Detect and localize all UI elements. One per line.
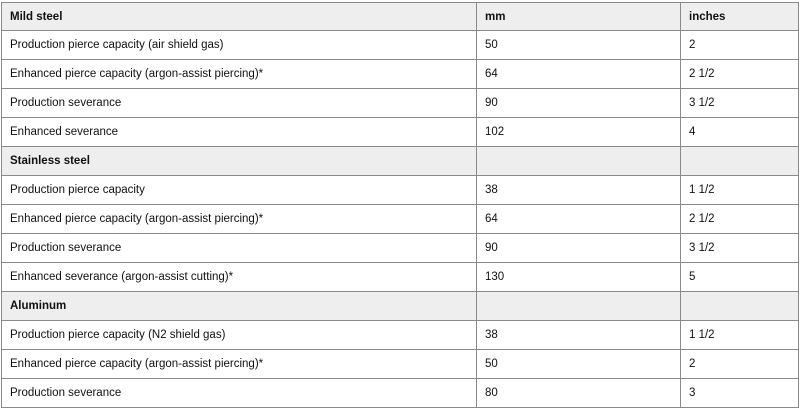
table-row — [2, 89, 799, 118]
inches-cell: 3 — [681, 379, 799, 408]
property-cell: Enhanced severance (argon-assist cutting)* — [2, 263, 477, 292]
table-row — [2, 31, 799, 60]
table-row — [2, 176, 799, 205]
inches-cell: 3 1/2 — [681, 234, 799, 263]
inches-cell: 1 1/2 — [681, 321, 799, 350]
section-header-empty-cell — [681, 292, 799, 321]
property-cell: Production severance — [2, 379, 477, 408]
table-row — [2, 60, 799, 89]
cutting-capacity-table — [1, 2, 799, 408]
mm-cell: 38 — [477, 176, 681, 205]
property-cell: Enhanced pierce capacity (argon-assist piercing)* — [2, 350, 477, 379]
mm-cell: 90 — [477, 234, 681, 263]
column-header-inches: inches — [681, 3, 799, 31]
table-row — [2, 234, 799, 263]
inches-cell: 3 1/2 — [681, 89, 799, 118]
table-row — [2, 379, 799, 408]
mm-cell: 50 — [477, 350, 681, 379]
section-header-empty-cell — [477, 292, 681, 321]
inches-cell: 1 1/2 — [681, 176, 799, 205]
section-title: Stainless steel — [2, 147, 477, 176]
property-cell: Enhanced pierce capacity (argon-assist piercing)* — [2, 60, 477, 89]
property-cell: Production pierce capacity (air shield gas) — [2, 31, 477, 60]
property-cell: Production pierce capacity (N2 shield gas) — [2, 321, 477, 350]
property-cell: Enhanced severance — [2, 118, 477, 147]
table-row — [2, 205, 799, 234]
mm-cell: 38 — [477, 321, 681, 350]
section-header-row — [2, 292, 799, 321]
mm-cell: 64 — [477, 60, 681, 89]
inches-cell: 5 — [681, 263, 799, 292]
inches-cell: 2 1/2 — [681, 60, 799, 89]
section-title: Aluminum — [2, 292, 477, 321]
mm-cell: 64 — [477, 205, 681, 234]
column-header-mm: mm — [477, 3, 681, 31]
section-header-empty-cell — [477, 147, 681, 176]
section-header-row — [2, 3, 799, 31]
mm-cell: 50 — [477, 31, 681, 60]
table-body — [2, 3, 799, 408]
table-row — [2, 350, 799, 379]
inches-cell: 2 — [681, 31, 799, 60]
section-header-empty-cell — [681, 147, 799, 176]
inches-cell: 2 — [681, 350, 799, 379]
property-cell: Production severance — [2, 89, 477, 118]
table-row — [2, 263, 799, 292]
property-cell: Enhanced pierce capacity (argon-assist piercing)* — [2, 205, 477, 234]
mm-cell: 90 — [477, 89, 681, 118]
inches-cell: 2 1/2 — [681, 205, 799, 234]
inches-cell: 4 — [681, 118, 799, 147]
mm-cell: 130 — [477, 263, 681, 292]
mm-cell: 80 — [477, 379, 681, 408]
section-header-row — [2, 147, 799, 176]
property-cell: Production pierce capacity — [2, 176, 477, 205]
section-title: Mild steel — [2, 3, 477, 31]
table-row — [2, 321, 799, 350]
mm-cell: 102 — [477, 118, 681, 147]
property-cell: Production severance — [2, 234, 477, 263]
table-row — [2, 118, 799, 147]
